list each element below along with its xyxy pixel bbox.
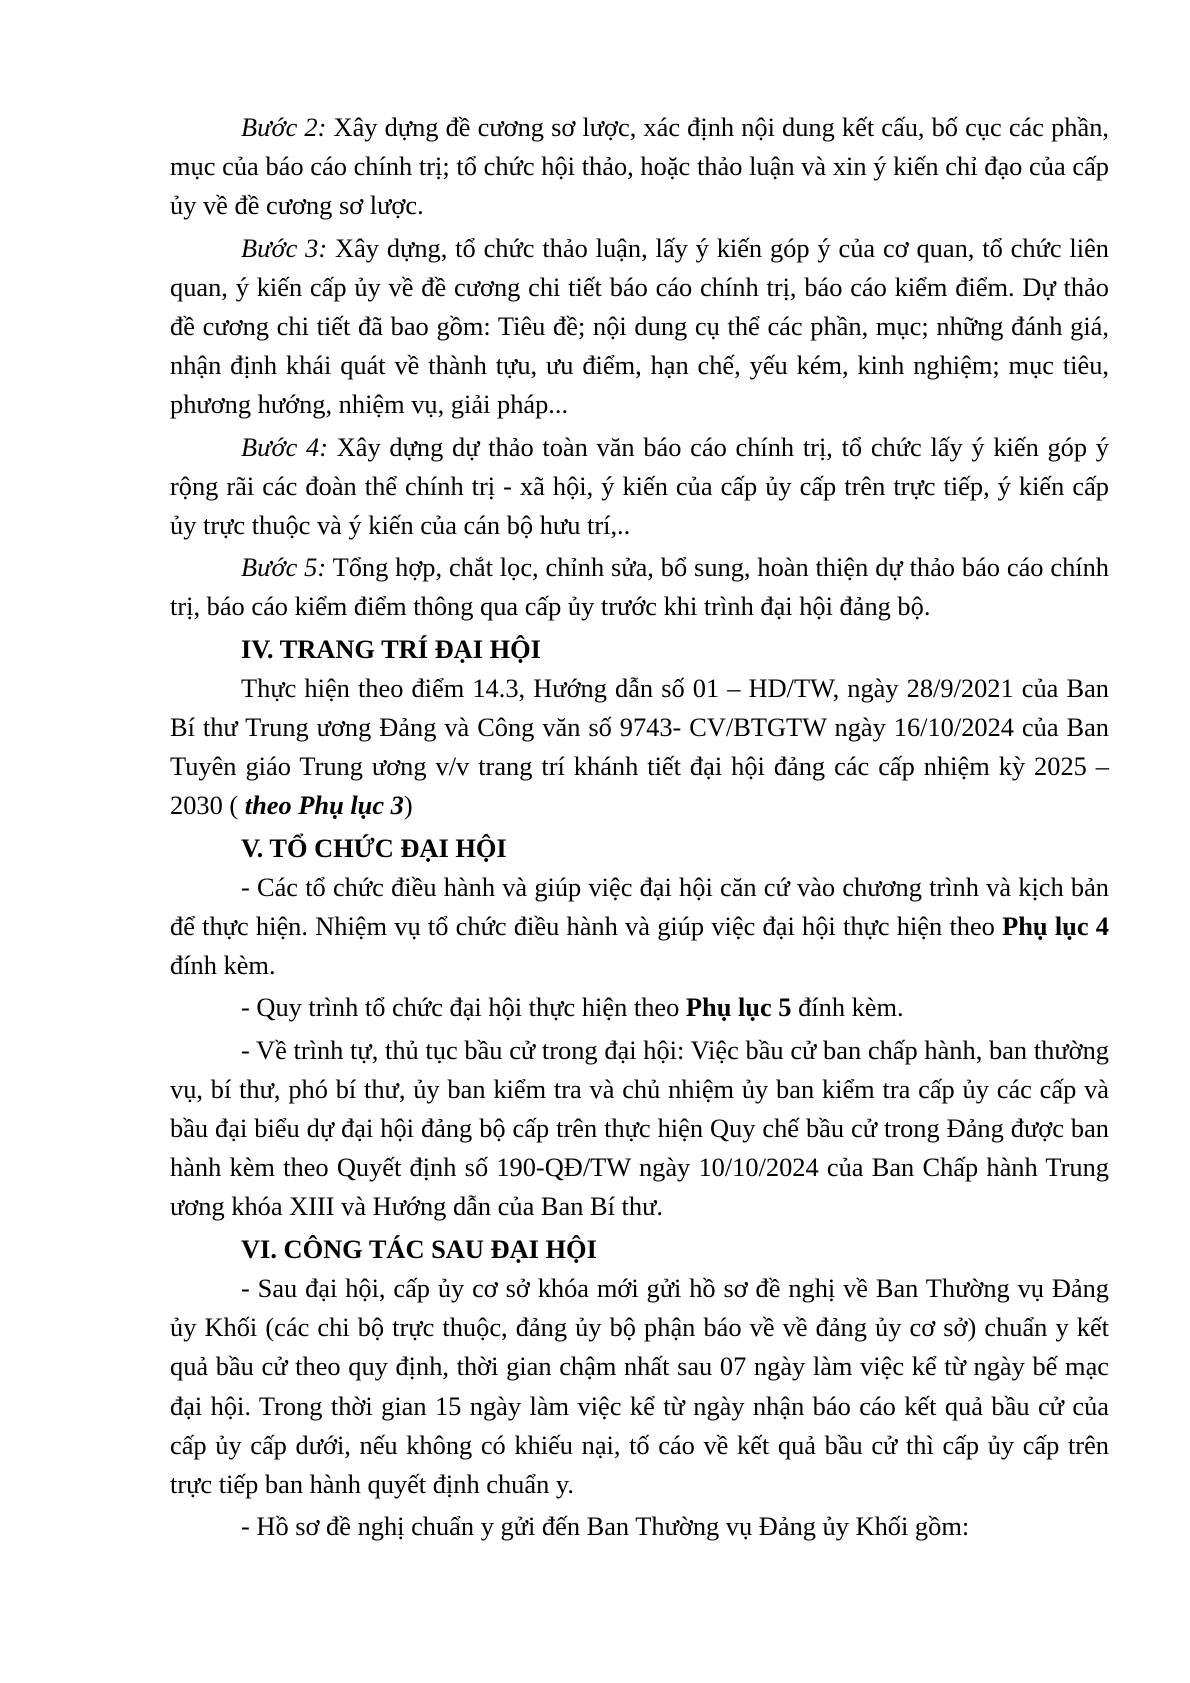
- paragraph-text: - Các tổ chức điều hành và giúp việc đại hội căn cứ vào chương trình và kịch bản để thực hiện. Nhiệm vụ tổ chức điều hành và giúp việc đại hội thực hiện theo: [170, 871, 1109, 942]
- section-4-paragraph: [170, 669, 1109, 826]
- step-text: Xây dựng, tổ chức thảo luận, lấy ý kiến góp ý của cơ quan, tổ chức liên quan, ý kiến cấp ủy về đề cương chi tiết báo cáo chính trị, báo cáo kiểm điểm. Dự thảo đề cương chi tiết đã bao gồm: Tiêu đề; nội dung cụ thể các phần, mục; những đánh giá, nhận định khái quát về thành tựu, ưu điểm, hạn chế, yếu kém, kinh nghiệm; mục tiêu, phương hướng, nhiệm vụ, giải pháp...: [170, 232, 1109, 420]
- paragraph-tail: đính kèm.: [791, 992, 904, 1023]
- step-text: Xây dựng đề cương sơ lược, xác định nội dung kết cấu, bố cục các phần, mục của báo cáo chính trị; tổ chức hội thảo, hoặc thảo luận và xin ý kiến chỉ đạo của cấp ủy về đề cương sơ lược.: [170, 112, 1109, 221]
- step-label: Bước 5:: [241, 552, 327, 583]
- section-5-paragraph-1: [170, 868, 1109, 986]
- section-6-paragraph-1: - Sau đại hội, cấp ủy cơ sở khóa mới gửi hồ sơ đề nghị về Ban Thường vụ Đảng ủy Khối (các chi bộ trực thuộc, đảng ủy bộ phận báo về về đảng ủy cơ sở) chuẩn y kết quả bầu cử theo quy định, thời gian chậm nhất sau 07 ngày làm việc kể từ ngày bế mạc đại hội. Trong thời gian 15 ngày làm việc kể từ ngày nhận báo cáo kết quả bầu cử của cấp ủy cấp dưới, nếu không có khiếu nại, tố cáo về kết quả bầu cử thì cấp ủy cấp trên trực tiếp ban hành quyết định chuẩn y.: [170, 1272, 1109, 1499]
- section-6-paragraph-2: - Hồ sơ đề nghị chuẩn y gửi đến Ban Thường vụ Đảng ủy Khối gồm:: [241, 1511, 970, 1542]
- appendix-4-reference: Phụ lục 4: [1002, 911, 1109, 942]
- step-5-paragraph: [170, 548, 1109, 626]
- paragraph-tail: đính kèm.: [170, 950, 276, 981]
- section-5-heading: V. TỔ CHỨC ĐẠI HỘI: [241, 832, 507, 863]
- section-5-paragraph-2: [170, 988, 1109, 1027]
- section-6-heading: VI. CÔNG TÁC SAU ĐẠI HỘI: [241, 1233, 597, 1264]
- closing-paren: ): [403, 790, 413, 821]
- step-text: Xây dựng dự thảo toàn văn báo cáo chính trị, tổ chức lấy ý kiến góp ý rộng rãi các đoàn thể chính trị - xã hội, ý kiến của cấp ủy cấp trên trực tiếp, ý kiến cấp ủy trực thuộc và ý kiến của cán bộ hưu trí,..: [170, 431, 1109, 541]
- step-label: Bước 2:: [241, 112, 327, 142]
- appendix-5-reference: Phụ lục 5: [685, 992, 792, 1023]
- step-label: Bước 4:: [241, 431, 329, 462]
- section-4-heading: IV. TRANG TRÍ ĐẠI HỘI: [241, 633, 541, 664]
- step-label: Bước 3:: [241, 232, 328, 263]
- step-2-paragraph: [170, 108, 1109, 226]
- step-3-paragraph: [170, 229, 1109, 425]
- step-text: Tổng hợp, chắt lọc, chỉnh sửa, bổ sung, hoàn thiện dự thảo báo cáo chính trị, báo cáo kiểm điểm thông qua cấp ủy trước khi trình đại hội đảng bộ.: [170, 552, 1109, 622]
- section-5-paragraph-3: - Về trình tự, thủ tục bầu cử trong đại hội: Việc bầu cử ban chấp hành, ban thường vụ, bí thư, phó bí thư, ủy ban kiểm tra và chủ nhiệm ủy ban kiểm tra cấp ủy các cấp và bầu đại biểu dự đại hội đảng bộ cấp trên thực hiện Quy chế bầu cử trong Đảng được ban hành kèm theo Quyết định số 190-QĐ/TW ngày 10/10/2024 của Ban Chấp hành Trung ương khóa XIII và Hướng dẫn của Ban Bí thư.: [170, 1034, 1109, 1222]
- appendix-3-reference: theo Phụ lục 3: [244, 790, 404, 821]
- step-4-paragraph: [170, 428, 1109, 546]
- section-4-text: Thực hiện theo điểm 14.3, Hướng dẫn số 01 – HD/TW, ngày 28/9/2021 của Ban Bí thư Trung ương Đảng và Công văn số 9743- CV/BTGTW ngày 16/10/2024 của Ban Tuyên giáo Trung ương v/v trang trí khánh tiết đại hội đảng các cấp nhiệm kỳ 2025 – 2030 (: [170, 672, 1109, 821]
- paragraph-text: - Quy trình tổ chức đại hội thực hiện theo: [241, 992, 686, 1023]
- document-body: [170, 108, 1109, 1546]
